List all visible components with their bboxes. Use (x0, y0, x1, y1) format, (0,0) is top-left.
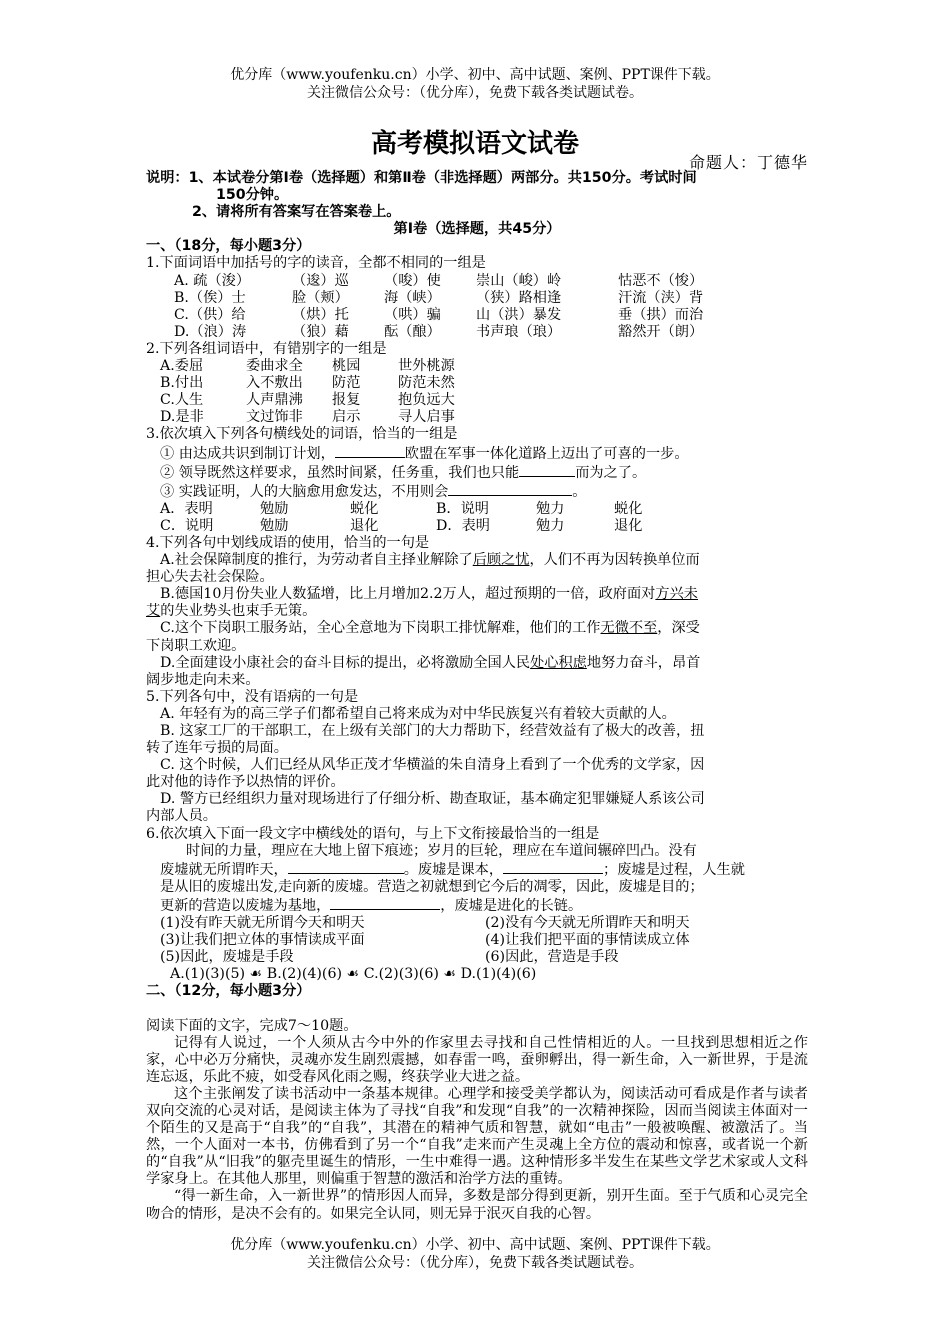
q4-d-text-2: 地努力奋斗，昂首 (586, 654, 701, 671)
q2-cell: 文过饰非 (246, 409, 303, 426)
reading-paragraph-3: “得一新生命，入一新世界”的情形因人而异，多数是部分得到更新，别开生面。至于气质和心灵完全吻合的情形，是决不会有的。如果完全认同，则无异于泯灭自我的心智。 (146, 1188, 808, 1222)
q3-opt: 勉励 (260, 500, 289, 517)
q3-s1-text-end: 欧盟在军事一体化道路上迈出了可喜的一步。 (404, 445, 689, 462)
q1-cell: 豁然开（朗） (618, 323, 704, 340)
q3-s3-text: ③ 实践证明，人的大脑愈用愈发达，不用则会 (160, 483, 449, 500)
q6-passage-2 (146, 860, 808, 879)
q1-cell: 怙恶不（悛） (618, 272, 704, 289)
q3-blank-2 (519, 463, 575, 477)
q4-a-text: A.社会保障制度的推行，为劳动者自主择业解除了 (160, 552, 473, 569)
q4-c-text-2: ，深受 (657, 620, 700, 637)
q3-blank-3 (448, 482, 572, 496)
q2-options (146, 358, 808, 426)
q1-cell: 崇山（峻）岭 (476, 272, 562, 289)
q4-b-text-2: 的失业势头也束手无策。 (160, 603, 317, 620)
q2-cell: 委曲求全 (246, 358, 303, 375)
q1-cell: （狼）藉 (292, 323, 349, 340)
q4-option-d (146, 655, 808, 672)
q3-sentence-2 (146, 463, 808, 482)
q6-choice: (5)因此，废墟是手段 (160, 949, 294, 966)
header-line-2: 关注微信公众号：（优分库），免费下载各类试题试卷。 (307, 85, 643, 101)
q2-row-b (160, 375, 808, 392)
q4-d-text: D.全面建设小康社会的奋斗目标的提出，必将激励全国人民 (160, 654, 531, 671)
q3-blank-1 (335, 444, 405, 458)
q6-passage-4 (146, 896, 808, 915)
q2-cell: 世外桃源 (398, 358, 455, 375)
q1-stem: 1.下面词语中加括号的字的读音，全都不相同的一组是 (146, 255, 486, 272)
q1-cell: C.（供）给 (174, 306, 246, 323)
q5-option-c-cont: 此对他的诗作予以热情的评价。 (146, 774, 345, 791)
q1-cell: B.（俟）士 (174, 289, 246, 306)
q1-cell: （哄）骗 (384, 306, 441, 323)
q6-choice: (6)因此，营造是手段 (485, 949, 619, 966)
q5-option-c: C. 这个时候，人们已经从风华正茂才华横溢的朱自清身上看到了一个优秀的文学家，因 (160, 757, 705, 774)
q1-cell: D.（浪）涛 (174, 323, 247, 340)
q3-opt: 勉励 (260, 517, 289, 534)
q1-cell: 脸（颊） (292, 289, 349, 306)
q6-text: ，废墟是进化的长链。 (440, 897, 583, 914)
q3-opt: 蜕化 (350, 500, 379, 517)
q6-blank-3 (330, 896, 440, 910)
q1-row-b (174, 290, 808, 307)
q2-cell: 寻人启事 (398, 409, 455, 426)
q2-row-c (160, 392, 808, 409)
exam-content (146, 170, 808, 1223)
q6-choice: (3)让我们把立体的事情读成平面 (160, 932, 365, 949)
q1-row-a (174, 273, 808, 290)
q3-options-2 (146, 518, 808, 535)
q6-text: ；废墟是过程，人生就 (603, 861, 745, 878)
q1-cell: （烘）托 (292, 306, 349, 323)
q6-passage-1: 时间的力量，理应在大地上留下痕迹；岁月的巨轮，理应在车道间辗碎凹凸。没有 (186, 842, 697, 859)
q2-cell: D.是非 (160, 409, 204, 426)
q1-cell: A. 疏（浚） (174, 272, 251, 289)
q6-passage-3: 是从旧的废墟出发,走向新的废墟。营造之初就想到它今后的凋零，因此，废墟是目的； (160, 878, 704, 895)
section2-heading: 二、（12分，每小题3分） (146, 983, 311, 1000)
q3-opt: C．说明 (160, 517, 214, 534)
instructions-line-1: 说明：1、本试卷分第Ⅰ卷（选择题）和第Ⅱ卷（非选择题）两部分。共150分。考试时间 (146, 170, 697, 186)
q3-s3-text-end: 。 (572, 483, 587, 500)
q2-cell: C.人生 (160, 392, 204, 409)
q3-stem: 3.依次填入下列各句横线处的词语，恰当的一组是 (146, 426, 458, 443)
q2-cell: 防范 (332, 375, 361, 392)
q3-opt: 蜕化 (614, 500, 643, 517)
q2-cell: 入不敷出 (246, 375, 303, 392)
footer-line-2: 关注微信公众号：（优分库），免费下载各类试题试卷。 (307, 1255, 643, 1271)
q4-option-b-cont (146, 603, 808, 620)
q3-opt: B．说明 (436, 500, 489, 517)
q1-row-d (174, 324, 808, 341)
q3-sentence-3 (146, 482, 808, 501)
q5-option-d-cont: 内部人员。 (146, 808, 217, 825)
q3-opt: 勉力 (536, 500, 565, 517)
q5-option-b: B. 这家工厂的干部职工，在上级有关部门的大力帮助下，经营效益有了极大的改善，扭 (160, 723, 705, 739)
q6-text: 废墟就无所谓昨天， (160, 861, 288, 878)
q2-stem: 2.下列各组词语中，有错别字的一组是 (146, 340, 387, 357)
q3-opt: 退化 (614, 517, 643, 534)
q2-cell: B.付出 (160, 375, 204, 392)
q3-opt: 退化 (350, 517, 379, 534)
q2-cell: 防范未然 (398, 375, 455, 392)
q4-a-text-2: ，人们不再为因转换单位而 (529, 552, 700, 569)
q2-row-d (160, 409, 808, 426)
spacer (146, 1001, 808, 1018)
q1-cell: 汗流（浃）背 (618, 289, 704, 306)
q4-c-text: C.这个下岗职工服务站，全心全意地为下岗职工排忧解难，他们的工作 (160, 620, 601, 637)
q6-blank-1 (288, 860, 404, 874)
q1-cell: 酝（酿） (384, 323, 441, 340)
q1-cell: 书声琅（琅） (476, 323, 562, 340)
q3-s2-text: ② 领导既然这样要求，虽然时间紧，任务重，我们也只能 (160, 464, 520, 481)
q2-cell: 启示 (332, 409, 361, 426)
q4-c-idiom: 无微不至 (600, 620, 658, 637)
q5-option-a: A. 年轻有为的高三学子们都希望自己将来成为对中华民族复兴有着较大贡献的人。 (160, 705, 676, 722)
q6-stem: 6.依次填入下面一段文字中横线处的语句，与上下文衔接最恰当的一组是 (146, 825, 600, 842)
q5-stem: 5.下列各句中，没有语病的一句是 (146, 688, 359, 705)
q3-opt: 勉力 (536, 517, 565, 534)
footer-line-1: 优分库（www.youfenku.cn）小学、初中、高中试题、案例、PPT课件下载。 (230, 1237, 720, 1253)
q4-stem: 4.下列各句中划线成语的使用，恰当的一句是 (146, 534, 430, 551)
q4-d-idiom: 处心积虑 (530, 654, 587, 671)
reading-paragraph-1: 记得有人说过，一个人须从古今中外的作家里去寻找和自己性情相近的人。一旦找到思想相近之作家，心中必万分痛快，灵魂亦发生剧烈震撼，如春雷一鸣，蚕卵孵出，得一新生命，入一新世界，于是流连忘返，乐此不疲，如受春风化雨之赐，终获学业大进之益。 (146, 1034, 808, 1085)
q4-option-a (146, 552, 808, 569)
q6-choices-row-1 (146, 915, 808, 932)
q4-a-idiom: 后顾之忧 (472, 552, 530, 569)
q6-choice: (2)没有今天就无所谓昨天和明天 (485, 915, 690, 932)
instructions-line-1b: 150分钟。 (216, 187, 289, 204)
q6-choice: (1)没有昨天就无所谓今天和明天 (160, 915, 365, 932)
q3-opt: D．表明 (436, 517, 490, 534)
q4-b-idiom-2: 艾 (146, 603, 161, 620)
q4-option-b (146, 586, 808, 603)
q6-text: 更新的营造以废墟为基地， (160, 897, 331, 914)
q5-option-d: D. 警方已经组织力量对现场进行了仔细分析、勘查取证，基本确定犯罪嫌疑人系该公司 (160, 791, 705, 808)
q3-sentence-1 (146, 444, 808, 463)
reading-intro: 阅读下面的文字，完成7～10题。 (146, 1017, 358, 1034)
q1-cell: （狭）路相逢 (476, 289, 562, 306)
part1-title: 第Ⅰ卷（选择题，共45分） (393, 221, 561, 238)
instructions-line-2: 2、请将所有答案写在答案卷上。 (192, 204, 401, 221)
page-title: 高考模拟语文试卷 (370, 129, 579, 159)
q6-text: 。废墟是课本， (403, 861, 504, 878)
reading-paragraph-2: 这个主张阐发了读书活动中一条基本规律。心理学和接受美学都认为，阅读活动可看成是作者与读者双向交流的心灵对话，是阅读主体为了寻找“自我”和发现“自我”的一次精神探险，因而当阅读主体面对一个陌生的又是高于“自我”的“自我”，其潜在的精神气质和智慧，就如“电击”一般被唤醒、被激活了。当然，一个人面对一本书，仿佛看到了另一个“自我”走来而产生灵魂上全方位的震动和惊喜，或者说一个新的“自我”从“旧我”的躯壳里诞生的情形，一生中难得一遇。这种情形多半发生在某些文学艺术家或人文科学家身上。在其他人那里，则偏重于智慧的激活和治学方法的重铸。 (146, 1085, 808, 1188)
q3-s2-text-end: 而为之了。 (575, 464, 647, 481)
q6-choice: (4)让我们把平面的事情读成立体 (485, 932, 690, 949)
q1-cell: （逡）巡 (292, 272, 349, 289)
q4-option-c-cont: 下岗职工欢迎。 (146, 637, 246, 654)
q1-cell: 垂（拱）而治 (618, 306, 704, 323)
q6-blank-2 (503, 860, 603, 874)
q1-options (146, 273, 808, 341)
q3-opt: A．表明 (160, 500, 213, 517)
q2-cell: 桃园 (332, 358, 361, 375)
header-line-1: 优分库（www.youfenku.cn）小学、初中、高中试题、案例、PPT课件下载。 (230, 67, 720, 83)
q6-choices-row-2 (146, 932, 808, 949)
q4-b-idiom: 方兴未 (655, 586, 698, 603)
q6-choices-row-3 (146, 949, 808, 966)
q2-row-a (160, 358, 808, 375)
author: 命题人：丁德华 (688, 153, 808, 172)
q1-cell: 山（洪）暴发 (476, 306, 562, 323)
q2-cell: A.委屈 (160, 358, 204, 375)
section1-heading: 一、（18分，每小题3分） (146, 238, 311, 255)
q2-cell: 报复 (332, 392, 361, 409)
q3-s1-text: ① 由达成共识到制订计划， (160, 445, 335, 462)
q1-cell: （唆）使 (384, 272, 441, 289)
q4-option-a-cont: 担心失去社会保险。 (146, 569, 274, 586)
q4-option-c (146, 620, 808, 637)
q4-option-d-cont: 阔步地走向未来。 (146, 671, 260, 688)
q5-option-b-cont: 转了连年亏损的局面。 (146, 740, 288, 757)
q1-cell: 海（峡） (384, 289, 441, 306)
q6-answer-options: A.(1)(3)(5) ☙ B.(2)(4)(6) ☙ C.(2)(3)(6) ☙ D.(1)(4)(6) (170, 966, 537, 983)
q4-b-text: B.德国10月份失业人数猛增，比上月增加2.2万人，超过预期的一倍，政府面对 (160, 586, 656, 603)
q2-cell: 人声鼎沸 (246, 392, 303, 409)
q1-row-c (174, 307, 808, 324)
q2-cell: 抱负远大 (398, 392, 455, 409)
q3-options-1 (146, 501, 808, 518)
